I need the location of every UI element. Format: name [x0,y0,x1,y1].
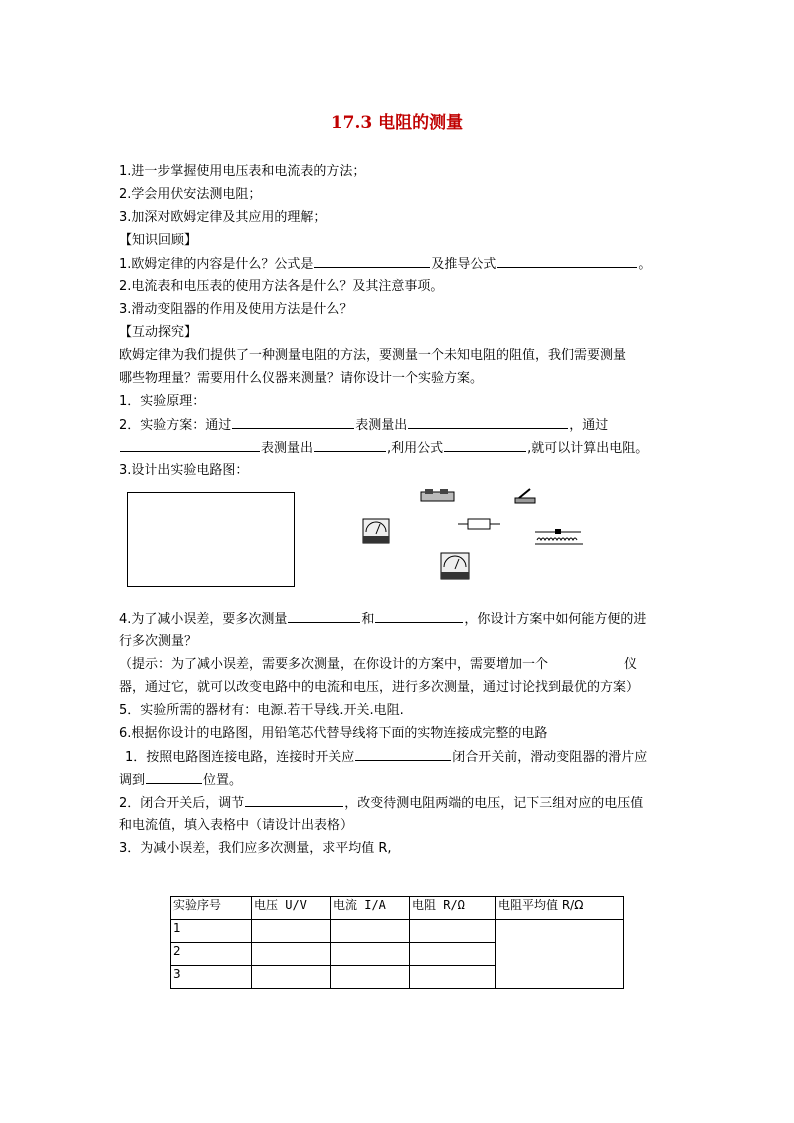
table-cell[interactable] [331,943,410,966]
review-heading: 【知识回顾】 [119,233,198,248]
voltmeter-icon [440,552,470,580]
plan-line-1: 2．实验方案：通过 表测量出 ，通过 [119,418,609,433]
answer-blank[interactable] [120,439,260,452]
explore-intro-1: 欧姆定律为我们提供了一种测量电阻的方法，要测量一个未知电阻的阻值，我们需要测量 [119,348,627,363]
battery-icon [420,487,456,503]
answer-blank[interactable] [444,439,526,452]
principle: 1．实验原理： [119,394,206,409]
page-title: 17.3 电阻的测量 [330,113,464,133]
plan-line-2: 表测量出 ,利用公式 ,就可以计算出电阻。 [119,439,648,457]
answer-blank[interactable] [314,255,430,268]
table-cell[interactable] [252,943,331,966]
review-q3: 3.滑动变阻器的作用及使用方法是什么？ [119,302,353,317]
circuit-diagram-box[interactable] [127,492,295,587]
table-cell[interactable] [410,966,496,989]
step-3: 3．为减小误差，我们应多次测量，求平均值 R, [119,841,392,856]
answer-blank[interactable] [288,610,360,623]
answer-blank[interactable] [375,610,463,623]
table-cell[interactable] [331,966,410,989]
data-table [170,896,624,989]
answer-blank[interactable] [232,416,354,429]
answer-blank[interactable] [314,439,386,452]
question-5: 5．实验所需的器材有：电源.若干导线.开关.电阻. [119,703,404,718]
row-index: 1 [171,920,252,943]
resistor-icon [458,518,500,530]
table-cell[interactable] [252,920,331,943]
answer-blank[interactable] [408,416,568,429]
explore-intro-2: 哪些物理量？需要用什么仪器来测量？请你设计一个实验方案。 [119,371,484,386]
question-4-cont: 行多次测量？ [119,634,198,649]
table-header: 电阻 R/Ω [410,897,496,920]
switch-icon [514,486,536,504]
circuit-prompt: 3.设计出实验电路图： [119,463,249,478]
objective-2: 2.学会用伏安法测电阻； [119,187,262,202]
step-2: 2．闭合开关后，调节 ，改变待测电阻两端的电压，记下三组对应的电压值 [119,796,644,811]
ammeter-icon [362,518,390,544]
answer-blank[interactable] [146,771,202,784]
answer-blank[interactable] [245,794,343,807]
question-4: 4.为了减小误差，要多次测量 和 ，你设计方案中如何能方便的进 [119,612,647,627]
review-q2: 2.电流表和电压表的使用方法各是什么？及其注意事项。 [119,279,444,294]
rheostat-icon [533,528,585,548]
table-cell[interactable] [410,920,496,943]
step-1: 1．按照电路图连接电路，连接时开关应 闭合开关前，滑动变阻器的滑片应 [125,750,648,765]
answer-blank[interactable] [355,748,451,761]
table-cell[interactable] [252,966,331,989]
table-header-row [171,897,624,920]
review-q1: 1.欧姆定律的内容是什么？公式是 及推导公式 。 [119,257,652,272]
step-2-cont: 和电流值，填入表格中（请设计出表格） [119,818,354,833]
step-1-cont: 调到 位置。 [119,773,243,788]
objective-1: 1.进一步掌握使用电压表和电流表的方法； [119,164,366,179]
table-header: 电阻平均值 R/Ω [496,897,624,920]
row-index: 3 [171,966,252,989]
table-header: 电压 U/V [252,897,331,920]
answer-blank[interactable] [497,255,637,268]
average-cell[interactable] [496,920,624,989]
objective-3: 3.加深对欧姆定律及其应用的理解； [119,210,327,225]
hint-line-2: 器，通过它，就可以改变电路中的电流和电压，进行多次测量，通过讨论找到最优的方案） [119,680,640,695]
explore-heading: 【互动探究】 [119,325,198,340]
table-row [171,920,624,943]
table-cell[interactable] [331,920,410,943]
table-header: 电流 I/A [331,897,410,920]
question-6: 6.根据你设计的电路图，用铅笔芯代替导线将下面的实物连接成完整的电路 [119,726,548,741]
hint-line-1: （提示：为了减小误差，需要多次测量，在你设计的方案中，需要增加一个 仪 [119,657,638,672]
table-header: 实验序号 [171,897,252,920]
row-index: 2 [171,943,252,966]
table-cell[interactable] [410,943,496,966]
